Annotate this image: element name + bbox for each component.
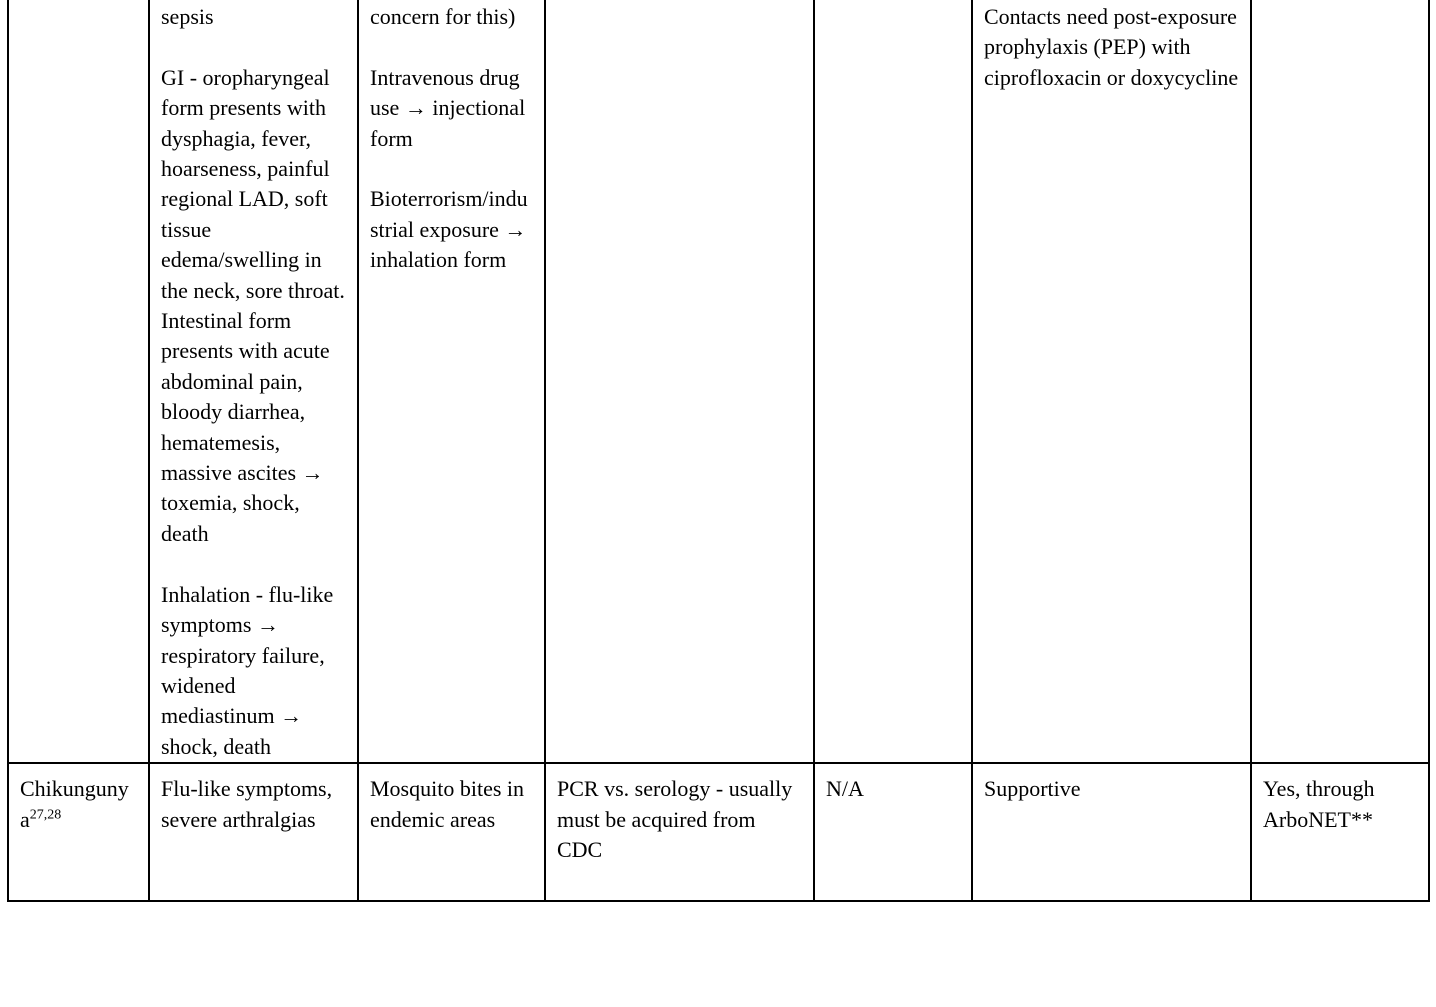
table-cell-reportable xyxy=(1251,0,1429,763)
table-cell-exposure xyxy=(358,0,545,763)
table-cell-disease xyxy=(8,0,149,763)
paragraph-gap xyxy=(370,32,533,62)
cell-paragraph: N/A xyxy=(826,776,864,802)
table-cell-treatment xyxy=(972,763,1251,901)
table-cell-diagnosis xyxy=(545,763,814,901)
cell-paragraph: Supportive xyxy=(984,776,1081,802)
paragraph-gap xyxy=(370,154,533,184)
cell-paragraph: Mosquito bites in endemic areas xyxy=(370,776,525,832)
disease-name: Chikungunya xyxy=(20,776,129,832)
reference-superscript: 27,28 xyxy=(29,807,62,823)
cell-paragraph: Bioterrorism/industrial exposure → inhalation form xyxy=(370,186,528,273)
table-cell-vaccine xyxy=(814,763,972,901)
cell-paragraph: Flu-like symptoms, severe arthralgias xyxy=(161,776,333,832)
disease-table xyxy=(7,0,1430,902)
cell-paragraph: Inhalation - flu-like symptoms → respiratory failure, widened mediastinum → shock, death xyxy=(161,581,334,759)
table-cell-disease xyxy=(8,763,149,901)
paragraph-gap xyxy=(161,32,346,62)
cell-paragraph: GI - oropharyngeal form presents with dysphagia, fever, hoarseness, painful regional LAD, soft tissue edema/swelling in the neck, sore throat. Intestinal form presents with acute abdominal pain, bloody diarrhea, hematemesis, massive ascites → toxemia, shock, death xyxy=(161,64,345,546)
table-cell-diagnosis xyxy=(545,0,814,763)
table-row xyxy=(8,0,1429,763)
table-cell-treatment xyxy=(972,0,1251,763)
cell-paragraph: Intravenous drug use → injectional form xyxy=(370,64,526,151)
cell-paragraph: Yes, through ArboNET** xyxy=(1263,776,1375,832)
table-cell-vaccine xyxy=(814,0,972,763)
table-cell-symptoms xyxy=(149,763,358,901)
table-cell-symptoms xyxy=(149,0,358,763)
paragraph-gap xyxy=(161,549,346,579)
table-row xyxy=(8,763,1429,901)
table-cell-reportable xyxy=(1251,763,1429,901)
cell-paragraph: concern for this) xyxy=(370,4,516,29)
cell-paragraph: sepsis xyxy=(161,4,214,29)
table-cell-exposure xyxy=(358,763,545,901)
cell-paragraph: PCR vs. serology - usually must be acquired from CDC xyxy=(557,776,793,862)
cell-paragraph: Contacts need post-exposure prophylaxis (PEP) with ciprofloxacin or doxycycline xyxy=(984,4,1239,90)
